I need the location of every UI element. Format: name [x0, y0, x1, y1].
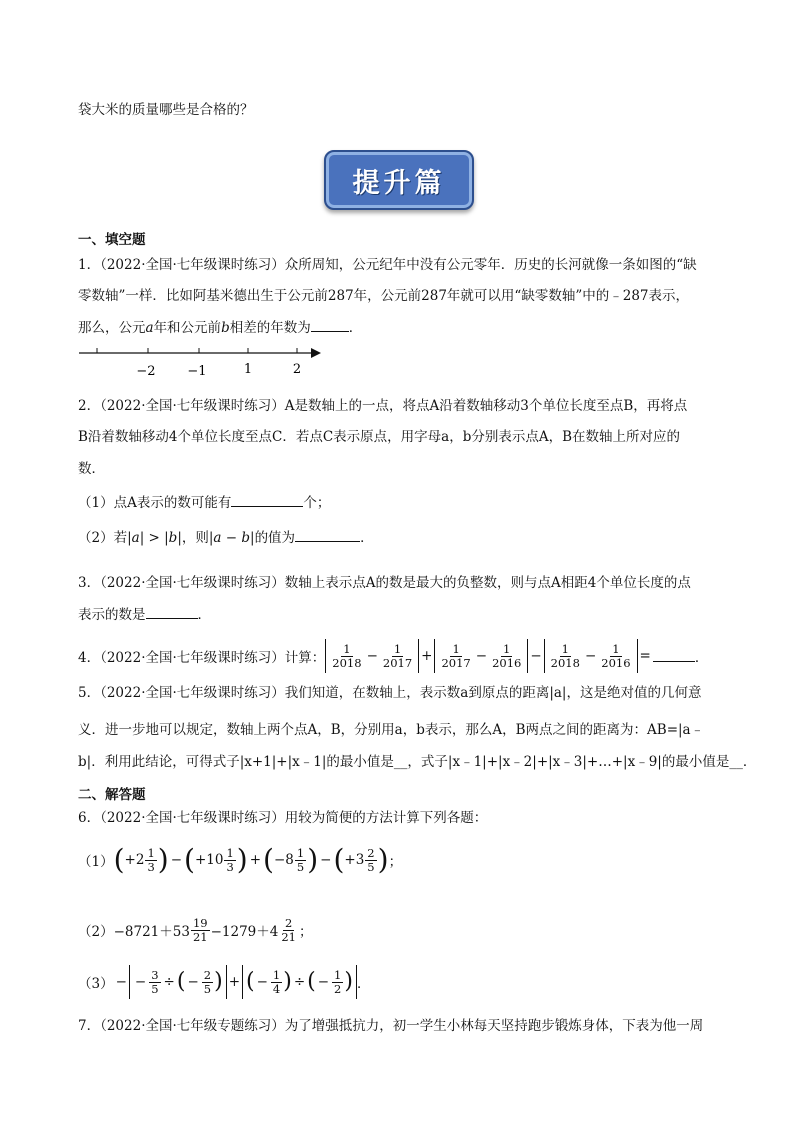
q4-abs-2: $\frac{1}{2017}$ − $\frac{1}{2016}$ — [434, 639, 528, 673]
q6-p3-abs-2: ( − $\frac{1}{4}$ ) ÷ ( − $\frac{1}{2}$ ) — [242, 965, 357, 999]
axis-label-1: 1 — [243, 362, 253, 377]
missing-zero-number-line — [75, 340, 335, 380]
q4-line: 4．（2022·全国·七年级课时练习）计算： $\frac{1}{2018}$ − $\frac{1}{2017}$ + $\frac{1}{2017}$ − $\frac{1}{2016}$ − $\frac{1}{2018}$ − $\frac{1}{2016}$ = ． — [78, 636, 708, 676]
section-banner — [324, 150, 474, 210]
q4-abs-1: $\frac{1}{2018}$ − $\frac{1}{2017}$ — [325, 639, 419, 673]
q4-answer-blank[interactable] — [653, 651, 695, 662]
q1-line-2: 零数轴”一样．比如阿基米德出生于公元前287年，公元前287年就可以用“缺零数轴”中的﹣287表示， — [78, 288, 690, 304]
section-heading-fill-blank: 一、填空题 — [78, 232, 146, 248]
q7-line-1: 7．（2022·全国·七年级专题练习）为了增强抵抗力，初一学生小林每天坚持跑步锻炼身体，下表为他一周 — [78, 1018, 704, 1034]
q1-answer-blank[interactable] — [311, 317, 349, 332]
q3-line-1: 3．（2022·全国·七年级课时练习）数轴上表示点A的数是最大的负整数，则与点A相距4个单位长度的点 — [78, 575, 691, 591]
q6-line-1: 6．（2022·全国·七年级课时练习）用较为简便的方法计算下列各题： — [78, 810, 488, 826]
axis-label-neg1: −1 — [187, 364, 207, 379]
q6-p3-abs: − $\frac{3}{5}$ ÷ ( − $\frac{2}{5}$ ) — [129, 965, 227, 999]
q2-p2-answer-blank[interactable] — [295, 527, 360, 542]
q2-line-1: 2．（2022·全国·七年级课时练习）A是数轴上的一点，将点A沿着数轴移动3个单位长度至点B，再将点 — [78, 398, 688, 414]
q5-line-1: 5．（2022·全国·七年级课时练习）我们知道，在数轴上，表示数a到原点的距离|a|，这是绝对值的几何意 — [78, 685, 702, 701]
q6-part-2: （2） −8721＋53 $\frac{19}{21}$ −1279＋4 $\frac{2}{21}$ ； — [78, 915, 313, 944]
banner-title: 提升篇 — [352, 167, 446, 199]
q5-line-3: b|．利用此结论，可得式子|x+1|+|x﹣1|的最小值是__，式子|x﹣1|+|x﹣2|+|x﹣3|+…+|x﹣9|的最小值是__． — [78, 754, 757, 770]
q3-line-2: 表示的数是 ． — [78, 604, 211, 625]
q2-part-2: （2）若|a| > |b|，则|a − b|的值为 ． — [78, 527, 374, 548]
q5-line-2: 义．进一步地可以规定，数轴上两个点A，B，分别用a，b表示，那么A，B两点之间的距离为：AB=|a﹣ — [78, 722, 705, 738]
q4-abs-3: $\frac{1}{2018}$ − $\frac{1}{2016}$ — [544, 639, 638, 673]
q2-expression: |a − b| — [208, 530, 255, 546]
q2-p1-answer-blank[interactable] — [231, 492, 303, 507]
axis-label-neg2: −2 — [136, 364, 156, 379]
section-heading-solve: 二、解答题 — [78, 787, 146, 803]
axis-label-2: 2 — [292, 362, 302, 377]
q2-line-3: 数． — [78, 461, 105, 477]
q6-part-3: （3） − − $\frac{3}{5}$ ÷ ( − $\frac{2}{5}$ ) + ( − $\frac{1}{4}$ ) ÷ ( − $\frac{1}{2}$ ) ． — [78, 960, 370, 1004]
q2-part-1: （1）点A表示的数可能有 个； — [78, 492, 330, 513]
q2-line-2: B沿着数轴移动4个单位长度至点C．若点C表示原点，用字母a，b分别表示点A，B在数轴上所对应的 — [78, 429, 681, 445]
q2-condition: |a| > |b| — [127, 530, 182, 546]
intro-line: 袋大米的质量哪些是合格的？ — [78, 102, 254, 118]
q6-part-1: （1） ( +2 $\frac{1}{3}$ ) − ( +10 $\frac{1}{3}$ ) + ( −8 $\frac{1}{5}$ ) − ( +3 $\frac{2}{5}$ ) ； — [78, 843, 403, 876]
q1-line-3: 那么，公元a年和公元前b相差的年数为 ． — [78, 317, 362, 338]
q1-line-1: 1．（2022·全国·七年级课时练习）众所周知，公元纪年中没有公元零年．历史的长河就像一条如图的“缺 — [78, 257, 697, 273]
q3-answer-blank[interactable] — [146, 604, 198, 619]
